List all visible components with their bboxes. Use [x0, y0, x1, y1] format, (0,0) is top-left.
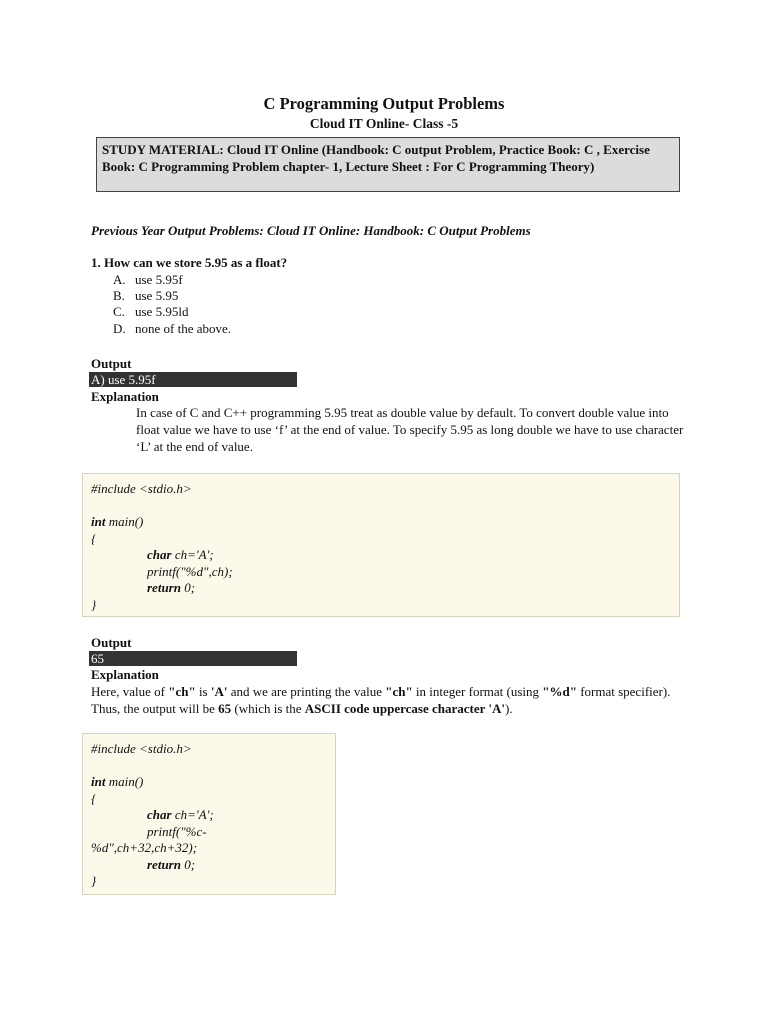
code-line: %d",ch+32,ch+32);: [91, 840, 198, 855]
study-material-box: STUDY MATERIAL: Cloud IT Online (Handbook: C output Problem, Practice Book: C , Exercise Book: C Programming Problem chapter- 1, Lecture Sheet : For C Programming Theory): [96, 137, 680, 192]
page-subtitle: Cloud IT Online- Class -5: [309, 116, 459, 131]
explanation-text: Here, value of "ch" is 'A' and we are printing the value "ch" in integer format (using "%d" format specifier). Thus, the output will be 65 (which is the ASCII code uppercase character 'A').: [91, 684, 671, 716]
option-letter: D.: [113, 320, 126, 336]
output-value-bar: A) use 5.95f: [89, 372, 297, 387]
output-value-bar: 65: [89, 651, 297, 666]
explanation-label: Explanation: [91, 389, 159, 404]
output-label: Output: [91, 356, 132, 371]
section-heading: Previous Year Output Problems: Cloud IT Online: Handbook: C Output Problems: [91, 223, 531, 238]
code-line: printf("%c-: [147, 823, 207, 839]
code-line: {: [91, 790, 97, 806]
code-line: return 0;: [147, 856, 196, 872]
code-line: }: [91, 873, 97, 888]
question-1-options: [113, 272, 231, 337]
code-line: char ch='A';: [147, 807, 214, 822]
option-letter: B.: [113, 288, 125, 304]
option-letter: A.: [113, 272, 126, 287]
code-line: printf("%d",ch);: [147, 563, 233, 579]
code-line: int main(): [91, 774, 144, 789]
code-block-2: [82, 733, 336, 895]
option-a: [113, 272, 231, 288]
page-title: C Programming Output Problems: [263, 94, 505, 113]
option-b: [113, 288, 231, 304]
option-text: use 5.95: [135, 288, 179, 304]
explanation-label: Explanation: [91, 667, 159, 682]
code-line: return 0;: [147, 580, 196, 595]
code-line: #include <stdio.h>: [91, 481, 192, 496]
code-line: #include <stdio.h>: [91, 741, 192, 756]
option-text: none of the above.: [135, 320, 232, 336]
question-1: 1. How can we store 5.95 as a float?: [91, 255, 288, 270]
option-d: [113, 321, 231, 337]
code-line: int main(): [91, 514, 144, 529]
option-text: use 5.95f: [135, 272, 183, 287]
code-line: {: [91, 530, 97, 546]
option-c: [113, 304, 231, 320]
option-letter: C.: [113, 304, 125, 320]
output-label: Output: [91, 635, 132, 650]
explanation-text: In case of C and C++ programming 5.95 treat as double value by default. To convert double value into float value we have to use ‘f’ at the end of value. To specify 5.95 as long double we have to use character ‘L’ at the end of value.: [136, 405, 684, 454]
code-line: char ch='A';: [147, 547, 214, 562]
code-block-1: [82, 473, 680, 617]
option-text: use 5.95ld: [135, 304, 189, 320]
code-line: }: [91, 596, 97, 612]
